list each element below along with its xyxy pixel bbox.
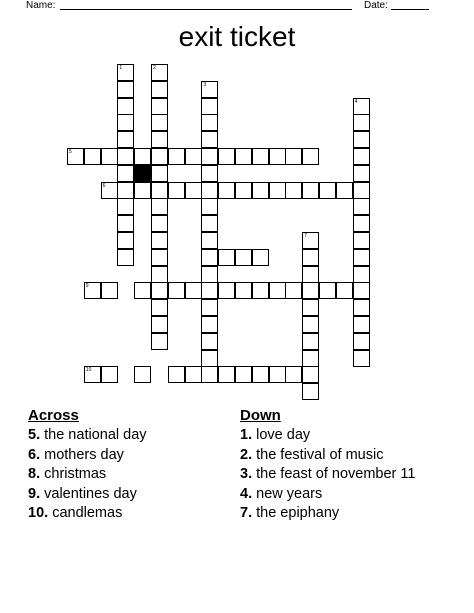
crossword-cell[interactable]	[101, 282, 118, 299]
crossword-cell[interactable]	[302, 383, 319, 400]
crossword-cell[interactable]	[117, 232, 134, 249]
crossword-cell[interactable]	[84, 148, 101, 165]
crossword-cell[interactable]	[117, 81, 134, 98]
crossword-cell[interactable]	[302, 266, 319, 283]
crossword-cell[interactable]	[201, 98, 218, 115]
crossword-cell[interactable]	[134, 282, 151, 299]
crossword-cell[interactable]	[302, 282, 319, 299]
crossword-cell[interactable]	[235, 366, 252, 383]
crossword-cell[interactable]	[117, 131, 134, 148]
crossword-cell[interactable]	[201, 299, 218, 316]
crossword-cell[interactable]	[269, 282, 286, 299]
crossword-cell[interactable]	[269, 182, 286, 199]
crossword-cell[interactable]	[353, 165, 370, 182]
crossword-cell[interactable]	[235, 249, 252, 266]
down-heading: Down	[240, 407, 281, 424]
black-cell	[134, 165, 151, 182]
crossword-cell[interactable]	[151, 98, 168, 115]
crossword-cell[interactable]	[151, 182, 168, 199]
crossword-cell[interactable]	[117, 98, 134, 115]
crossword-cell[interactable]	[302, 333, 319, 350]
crossword-cell[interactable]	[353, 182, 370, 199]
crossword-cell[interactable]	[151, 64, 168, 81]
crossword-cell[interactable]	[353, 316, 370, 333]
clue-text: christmas	[44, 466, 107, 482]
crossword-cell[interactable]	[201, 81, 218, 98]
cell-number: 7	[304, 233, 307, 239]
crossword-cell[interactable]	[151, 232, 168, 249]
crossword-cell[interactable]	[117, 198, 134, 215]
crossword-cell[interactable]	[353, 215, 370, 232]
crossword-cell[interactable]	[285, 148, 302, 165]
crossword-cell[interactable]	[302, 316, 319, 333]
clue-item	[240, 504, 440, 524]
crossword-cell[interactable]	[201, 182, 218, 199]
clue-item	[240, 465, 440, 485]
clue-text: the feast of november 11	[256, 466, 416, 482]
crossword-cell[interactable]	[84, 282, 101, 299]
crossword-cell[interactable]	[151, 114, 168, 131]
crossword-cell[interactable]	[252, 148, 269, 165]
crossword-cell[interactable]	[151, 215, 168, 232]
crossword-cell[interactable]	[201, 333, 218, 350]
crossword-cell[interactable]	[302, 366, 319, 383]
clue-number: 6.	[28, 446, 41, 463]
crossword-cell[interactable]	[302, 299, 319, 316]
crossword-cell[interactable]	[117, 182, 134, 199]
crossword-cell[interactable]	[151, 299, 168, 316]
crossword-cell[interactable]	[134, 148, 151, 165]
crossword-cell[interactable]	[235, 182, 252, 199]
clue-number: 8.	[28, 466, 41, 482]
crossword-cell[interactable]	[168, 366, 185, 383]
crossword-cell[interactable]	[117, 249, 134, 266]
crossword-cell[interactable]	[168, 282, 185, 299]
crossword-cell[interactable]	[185, 366, 202, 383]
clue-number: 1.	[240, 427, 253, 443]
clue-number: 10.	[28, 505, 49, 521]
crossword-cell[interactable]	[252, 249, 269, 266]
clue-item	[240, 426, 440, 446]
crossword-cell[interactable]	[201, 148, 218, 165]
crossword-cell[interactable]	[201, 282, 218, 299]
crossword-cell[interactable]	[252, 182, 269, 199]
page-title: exit ticket	[178, 21, 296, 52]
clue-item	[240, 446, 440, 466]
clue-item	[28, 504, 218, 524]
across-list	[28, 426, 218, 524]
crossword-cell[interactable]	[201, 131, 218, 148]
crossword-cell[interactable]	[101, 148, 118, 165]
crossword-cell[interactable]	[101, 182, 118, 199]
crossword-cell[interactable]	[285, 366, 302, 383]
clue-item	[28, 465, 218, 485]
clue-text: candlemas	[52, 505, 123, 521]
crossword-cell[interactable]	[252, 366, 269, 383]
crossword-cell[interactable]	[168, 182, 185, 199]
clue-item	[28, 446, 218, 466]
crossword-cell[interactable]	[353, 282, 370, 299]
crossword-cell[interactable]	[185, 182, 202, 199]
crossword-cell[interactable]	[201, 350, 218, 367]
crossword-cell[interactable]	[201, 316, 218, 333]
crossword-cell[interactable]	[302, 182, 319, 199]
crossword-cell[interactable]	[218, 148, 235, 165]
clue-text: love day	[256, 427, 311, 443]
clue-number: 5.	[28, 427, 41, 443]
crossword-cell[interactable]	[151, 198, 168, 215]
crossword-cell[interactable]	[201, 198, 218, 215]
crossword-cell[interactable]	[218, 282, 235, 299]
crossword-cell[interactable]	[218, 182, 235, 199]
crossword-cell[interactable]	[201, 114, 218, 131]
crossword-cell[interactable]	[185, 148, 202, 165]
crossword-cell[interactable]	[201, 366, 218, 383]
across-heading: Across	[28, 407, 79, 424]
crossword-cell[interactable]	[151, 316, 168, 333]
cell-number: 10	[85, 367, 92, 374]
clue-number: 7.	[240, 505, 253, 521]
crossword-cell[interactable]	[353, 232, 370, 249]
cell-number: 3	[203, 81, 207, 88]
crossword-cell[interactable]	[269, 366, 286, 383]
crossword-cell[interactable]	[117, 114, 134, 131]
cell-number: 6	[102, 182, 106, 189]
crossword-cell[interactable]	[353, 333, 370, 350]
across-clues	[28, 406, 218, 524]
down-clues	[240, 406, 440, 524]
crossword-cell[interactable]	[353, 114, 370, 131]
crossword-cell[interactable]	[67, 148, 84, 165]
cell-number: 9	[85, 283, 89, 290]
crossword-cell[interactable]	[185, 282, 202, 299]
crossword-cell[interactable]	[151, 282, 168, 299]
clue-text: mothers day	[44, 446, 124, 463]
crossword-cell[interactable]	[302, 148, 319, 165]
crossword-cell[interactable]	[353, 266, 370, 283]
crossword-cell[interactable]	[151, 81, 168, 98]
crossword-cell[interactable]	[151, 131, 168, 148]
down-list	[240, 426, 440, 524]
crossword-cell[interactable]	[353, 350, 370, 367]
cell-number: 1	[119, 65, 123, 71]
crossword-cell[interactable]	[84, 366, 101, 383]
crossword-cell[interactable]	[117, 215, 134, 232]
crossword-cell[interactable]	[285, 182, 302, 199]
crossword-cell[interactable]	[201, 165, 218, 182]
crossword-cell[interactable]	[117, 64, 134, 81]
crossword-cell[interactable]	[353, 148, 370, 165]
clue-number: 3.	[240, 466, 253, 482]
crossword-cell[interactable]	[269, 148, 286, 165]
crossword-cell[interactable]	[117, 165, 134, 182]
clue-text: new years	[256, 485, 323, 502]
crossword-cell[interactable]	[353, 131, 370, 148]
crossword-cell[interactable]	[151, 249, 168, 266]
cell-number: 2	[153, 65, 156, 71]
clue-text: the national day	[44, 427, 147, 443]
clue-number: 9.	[28, 485, 41, 502]
clue-item	[240, 485, 440, 505]
crossword-cell[interactable]	[353, 299, 370, 316]
crossword-cell[interactable]	[101, 366, 118, 383]
clue-text: the epiphany	[256, 505, 340, 521]
clue-item	[28, 426, 218, 446]
crossword-cell[interactable]	[201, 266, 218, 283]
crossword-cell[interactable]	[302, 249, 319, 266]
crossword-cell[interactable]	[151, 165, 168, 182]
crossword-cell[interactable]	[319, 182, 336, 199]
clue-text: valentines day	[44, 485, 137, 502]
crossword-cell[interactable]	[151, 266, 168, 283]
crossword-cell[interactable]	[235, 148, 252, 165]
crossword-cell[interactable]	[218, 366, 235, 383]
crossword-cell[interactable]	[218, 249, 235, 266]
crossword-cell[interactable]	[201, 215, 218, 232]
crossword-cell[interactable]	[134, 182, 151, 199]
crossword-cell[interactable]	[353, 198, 370, 215]
crossword-cell[interactable]	[235, 282, 252, 299]
crossword-cell[interactable]	[302, 350, 319, 367]
crossword-cell[interactable]	[151, 333, 168, 350]
crossword-cell[interactable]	[353, 98, 370, 115]
crossword-cell[interactable]	[302, 232, 319, 249]
crossword-cell[interactable]	[201, 232, 218, 249]
cell-number: 5	[69, 149, 72, 155]
crossword-cell[interactable]	[151, 148, 168, 165]
crossword-cell[interactable]	[252, 282, 269, 299]
crossword-cell[interactable]	[134, 366, 151, 383]
date-label: Date:	[364, 0, 388, 11]
crossword-cell[interactable]	[336, 282, 353, 299]
crossword-cell[interactable]	[353, 249, 370, 266]
crossword-cell[interactable]	[285, 282, 302, 299]
cell-number: 4	[354, 98, 358, 105]
name-label: Name:	[26, 0, 56, 11]
crossword-cell[interactable]	[168, 148, 185, 165]
clue-number: 2.	[240, 446, 253, 463]
clue-text: the festival of music	[256, 446, 384, 463]
clue-number: 4.	[240, 485, 253, 502]
crossword-cell[interactable]	[117, 148, 134, 165]
crossword-cell[interactable]	[201, 249, 218, 266]
crossword-cell[interactable]	[319, 282, 336, 299]
crossword-cell[interactable]	[336, 182, 353, 199]
clue-item	[28, 485, 218, 505]
